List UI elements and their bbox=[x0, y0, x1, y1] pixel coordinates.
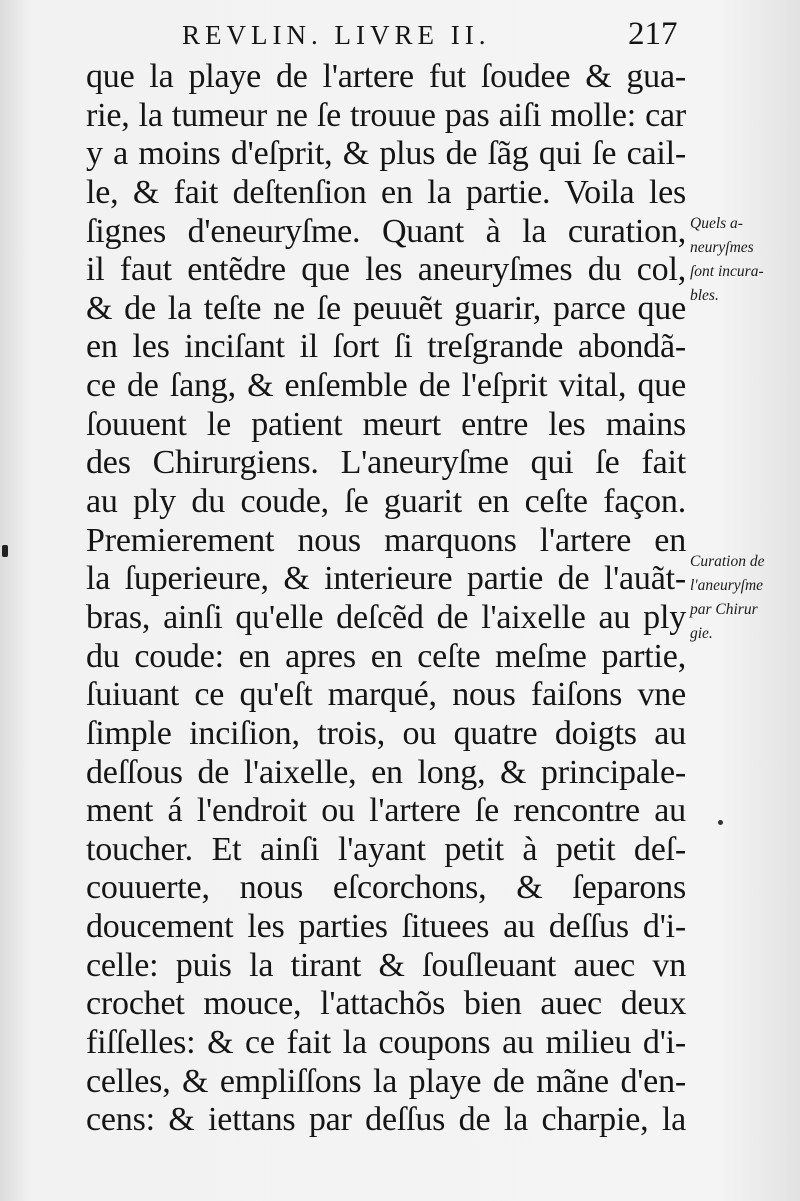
text-line: Premierement nous marquons l'artere en bbox=[86, 521, 686, 559]
note-line: par Chirur bbox=[690, 601, 758, 618]
text-line: ſouuent le patient meurt entre les mains bbox=[86, 405, 686, 443]
note-line: gie. bbox=[690, 625, 713, 642]
text-line: que la playe de l'artere fut ſoudee & gua- bbox=[86, 58, 686, 95]
page-edge-mark bbox=[2, 545, 8, 557]
text-line: le, & fait deſtenſion en la partie. Voila les bbox=[86, 173, 686, 211]
text-line: ſignes d'eneuryſme. Quant à la curation, bbox=[86, 212, 686, 250]
note-line: ſont incura- bbox=[690, 263, 764, 280]
text-line: ment á l'endroit ou l'artere ſe rencontre au bbox=[86, 792, 686, 830]
text-line: ce de ſang, & enſemble de l'eſprit vital, que bbox=[86, 367, 686, 405]
ink-speck bbox=[718, 820, 723, 825]
marginal-note-surgical-cure bbox=[690, 550, 765, 646]
running-head bbox=[0, 14, 800, 54]
text-line: cens: & iettans par deſſus de la charpie, la bbox=[86, 1101, 686, 1139]
text-line: il faut entẽdre que les aneuryſmes du col, bbox=[86, 251, 686, 289]
text-line: bras, ainſi qu'elle deſcẽd de l'aixelle au ply bbox=[86, 598, 686, 636]
marginal-note-incurable-aneurysms bbox=[690, 212, 764, 308]
note-line: neuryſmes bbox=[690, 239, 754, 256]
body-text bbox=[86, 58, 686, 1140]
text-line: au ply du coude, ſe guarit en ceſte façon. bbox=[86, 483, 686, 521]
text-line: crochet mouce, l'attachõs bien auec deux bbox=[86, 985, 686, 1023]
running-title: REVLIN. LIVRE II. bbox=[182, 20, 491, 50]
text-line: & de la teſte ne ſe peuuẽt guarir, parce que bbox=[86, 289, 686, 327]
text-line: couuerte, nous eſcorchons, & ſeparons bbox=[86, 869, 686, 907]
text-line: du coude: en apres en ceſte meſme partie, bbox=[86, 637, 686, 675]
text-line: ſuiuant ce qu'eſt marqué, nous faiſons vne bbox=[86, 676, 686, 714]
note-line: Quels a- bbox=[690, 215, 743, 232]
text-line: toucher. Et ainſi l'ayant petit à petit deſ- bbox=[86, 830, 686, 868]
text-line: rie, la tumeur ne ſe trouue pas aiſi molle: car bbox=[86, 96, 686, 134]
note-line: Curation de bbox=[690, 553, 765, 570]
text-line: celle: puis la tirant & ſouſleuant auec vn bbox=[86, 946, 686, 984]
text-line: ſimple inciſion, trois, ou quatre doigts au bbox=[86, 714, 686, 752]
text-line: doucement les parties ſituees au deſſus d'i- bbox=[86, 908, 686, 946]
text-line: fiſſelles: & ce fait la coupons au milieu d'i- bbox=[86, 1024, 686, 1062]
text-line: deſſous de l'aixelle, en long, & principale- bbox=[86, 753, 686, 791]
text-line: la ſuperieure, & interieure partie de l'auãt- bbox=[86, 560, 686, 598]
page-number: 217 bbox=[628, 16, 678, 52]
text-line: des Chirurgiens. L'aneuryſme qui ſe fait bbox=[86, 444, 686, 482]
note-line: bles. bbox=[690, 287, 719, 304]
text-line: celles, & empliſſons la playe de mãne d'en- bbox=[86, 1062, 686, 1100]
text-line: y a moins d'eſprit, & plus de ſãg qui ſe cail- bbox=[86, 135, 686, 173]
note-line: l'aneuryſme bbox=[690, 577, 764, 594]
text-line: en les inciſant il ſort ſi treſgrande abondã- bbox=[86, 328, 686, 366]
